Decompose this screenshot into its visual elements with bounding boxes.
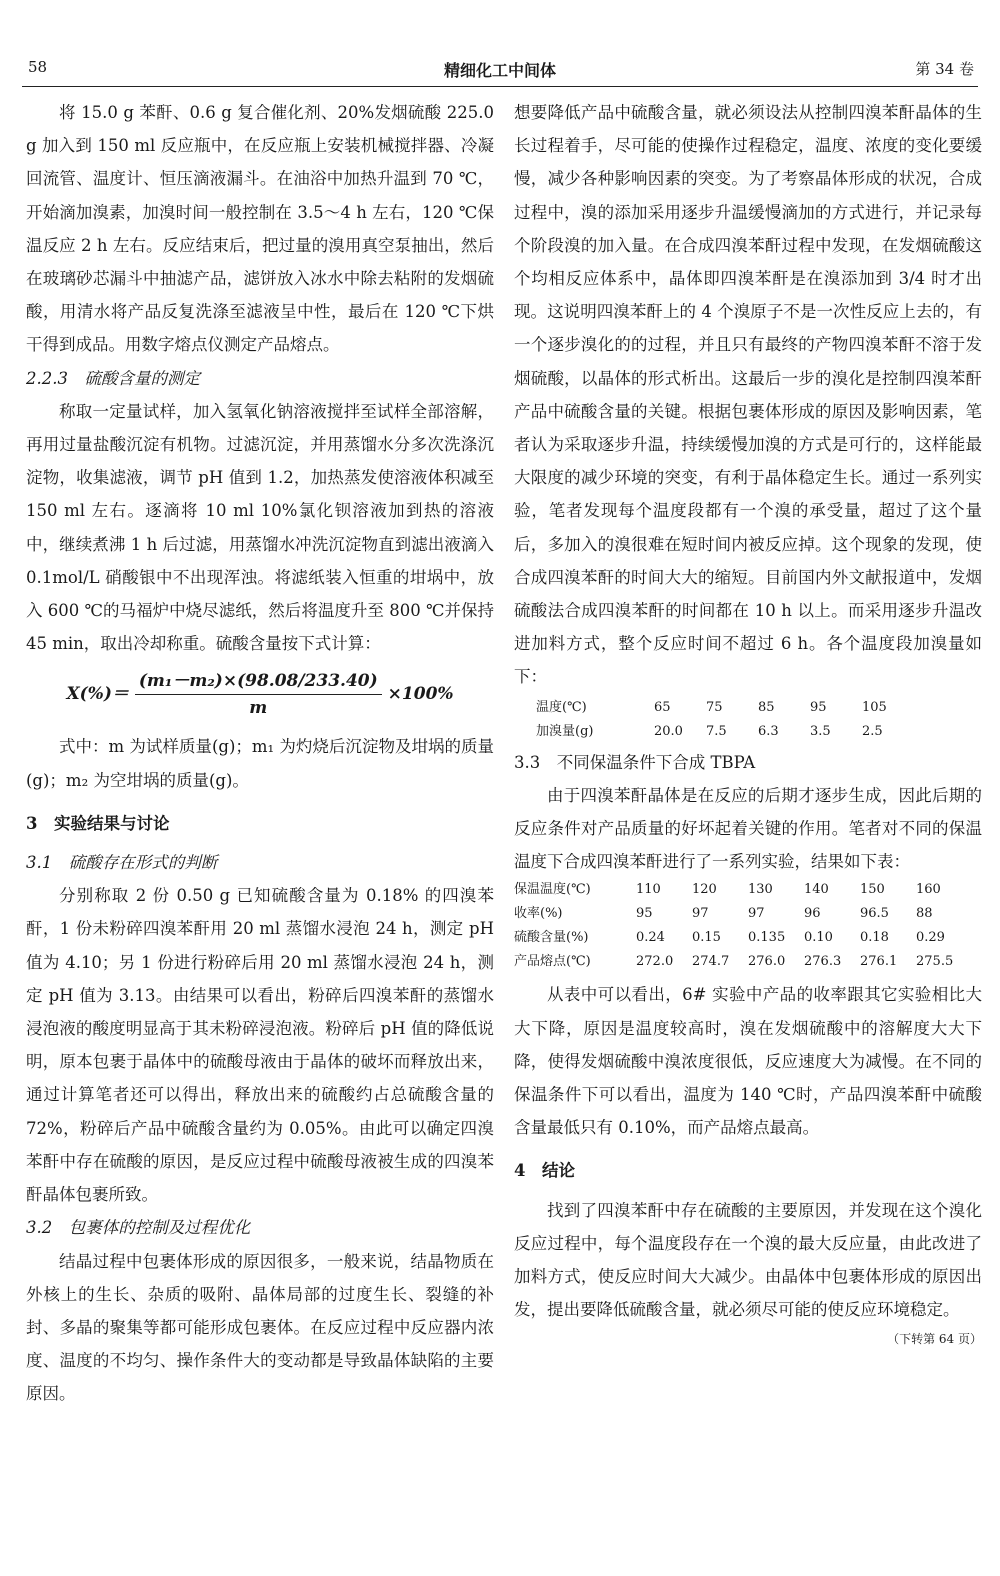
paragraph: 分别称取 2 份 0.50 g 已知硫酸含量为 0.18% 的四溴苯酐，1 份未粉碎四溴苯酐用 20 ml 蒸馏水浸泡 24 h，测定 pH 值为 4.10；另 1 份进行粉碎后用 20 ml 蒸馏水浸泡 24 h，测定 pH 值为 3.13。由结果可以看出，粉碎后四溴苯酐的蒸馏水浸泡液的酸度明显高于其未粉碎浸泡液。粉碎后 pH 值的降低说明，原本包裹于晶体中的硫酸母液由于晶体的破坏而释放出来，通过计算笔者还可以得出，释放出来的硫酸约占总硫酸含量的 72%，粉碎后产品中硫酸含量约为 0.05%。由此可以确定四溴苯酐中存在硫酸的原因，是反应过程中硫酸母液被生成的四溴苯酐晶体包裹所致。 [26, 886, 494, 1205]
row-label: 保温温度(℃) [514, 882, 591, 898]
table-cell: 274.7 [692, 954, 730, 970]
table-cell: 2.5 [862, 723, 883, 739]
table-cell: 276.0 [748, 954, 786, 970]
paragraph: 找到了四溴苯酐中存在硫酸的主要原因，并发现在这个溴化反应过程中，每个温度段存在一个溴的最大反应量，由此改进了加料方式，使反应时间大大减少。由晶体中包裹体形成的原因出发，提出要降低硫酸含量，就必须尽可能的使反应环境稳定。 [514, 1200, 982, 1320]
table-cell: 0.24 [636, 930, 665, 946]
table-cell: 95 [636, 906, 653, 922]
table-cell: 272.0 [636, 954, 674, 970]
sulfuric-acid-formula [26, 662, 494, 726]
table-cell: 276.1 [860, 954, 898, 970]
table-row [514, 902, 972, 926]
table-cell: 140 [804, 882, 829, 898]
table-row [514, 926, 972, 950]
table-cell: 276.3 [804, 954, 842, 970]
table-cell: 96.5 [860, 906, 889, 922]
section-heading-3-2: 3.2 包裹体的控制及过程优化 [26, 1218, 251, 1238]
row-label: 硫酸含量(%) [514, 930, 589, 946]
formula-rhs: ×100% [387, 683, 454, 704]
section-heading-2-2-3: 2.2.3 硫酸含量的测定 [26, 368, 200, 388]
table-cell: 130 [748, 882, 773, 898]
section-heading-3-3: 3.3 不同保温条件下合成 TBPA [514, 752, 756, 772]
table-cell: 7.5 [706, 723, 727, 739]
section-heading-3: 3 实验结果与讨论 [26, 813, 170, 833]
formula-lhs: X(%)＝ [66, 683, 129, 704]
page-number: 58 [28, 58, 48, 76]
table-cell: 110 [636, 882, 661, 898]
table-cell: 96 [804, 906, 821, 922]
row-label: 加溴量(g) [536, 723, 594, 739]
header-rule [22, 86, 978, 87]
paragraph: 式中：m 为试样质量(g)；m₁ 为灼烧后沉淀物及坩埚的质量(g)；m₂ 为空坩埚的质量(g)。 [26, 737, 494, 790]
page-header [24, 58, 976, 82]
table-cell: 97 [692, 906, 709, 922]
row-label: 收率(%) [514, 906, 563, 922]
holding-temperature-table [514, 878, 972, 974]
bromine-addition-table [536, 696, 914, 744]
paragraph: 将 15.0 g 苯酐、0.6 g 复合催化剂、20%发烟硫酸 225.0 g 加入到 150 ml 反应瓶中，在反应瓶上安装机械搅拌器、冷凝回流管、温度计、恒压滴液漏斗。在油浴中加热升温到 70 ℃，开始滴加溴素，加溴时间一般控制在 3.5～4 h 左右，120 ℃保温反应 2 h 左右。反应结束后，把过量的溴用真空泵抽出，然后在玻璃砂芯漏斗中抽滤产品，滤饼放入冰水中除去粘附的发烟硫酸，用清水将产品反复洗涤至滤液呈中性，最后在 120 ℃下烘干得到成品。用数字熔点仪测定产品熔点。 [26, 103, 494, 355]
table-row [514, 878, 972, 902]
table-cell: 105 [862, 699, 887, 715]
table-cell: 20.0 [654, 723, 683, 739]
row-label: 产品熔点(℃) [514, 954, 591, 970]
table-cell: 85 [758, 699, 775, 715]
table-cell: 3.5 [810, 723, 831, 739]
section-heading-4: 4 结论 [514, 1161, 575, 1181]
paragraph: 想要降低产品中硫酸含量，就必须设法从控制四溴苯酐晶体的生长过程着手，尽可能的使操作过程稳定，温度、浓度的变化要缓慢，减少各种影响因素的突变。为了考察晶体形成的状况，合成过程中，溴的添加采用逐步升温缓慢滴加的方式进行，并记录每个阶段溴的加入量。在合成四溴苯酐过程中发现，在发烟硫酸这个均相反应体系中，晶体即四溴苯酐是在溴添加到 3/4 时才出现。这说明四溴苯酐上的 4 个溴原子不是一次性反应上去的，有一个逐步溴化的的过程，并且只有最终的产物四溴苯酐不溶于发烟硫酸，以晶体的形式析出。这最后一步的溴化是控制四溴苯酐产品中硫酸含量的关键。根据包裹体形成的原因及影响因素，笔者认为采取逐步升温，持续缓慢加溴的方式是可行的，这样能最大限度的减少环境的突变，有利于晶体稳定生长。通过一系列实验，笔者发现每个温度段都有一个溴的承受量，超过了这个量后，多加入的溴很难在短时间内被反应掉。这个现象的发现，使合成四溴苯酐的时间大大的缩短。目前国内外文献报道中，发烟硫酸法合成四溴苯酐的时间都在 10 h 以上。而采用逐步升温改进加料方式，整个反应时间不超过 6 h。各个温度段加溴量如下： [514, 103, 982, 687]
table-cell: 75 [706, 699, 723, 715]
table-cell: 6.3 [758, 723, 779, 739]
table-row [536, 696, 914, 720]
table-cell: 97 [748, 906, 765, 922]
table-cell: 88 [916, 906, 933, 922]
section-heading-3-1: 3.1 硫酸存在形式的判断 [26, 853, 218, 873]
volume-label: 第 34 卷 [915, 60, 974, 78]
paragraph: 从表中可以看出，6# 实验中产品的收率跟其它实验相比大大下降，原因是温度较高时，溴在发烟硫酸中的溶解度大大下降，使得发烟硫酸中溴浓度很低，反应速度大为减慢。在不同的保温条件下可以看出，温度为 140 ℃时，产品四溴苯酐中硫酸含量最低只有 0.10%，而产品熔点最高。 [514, 985, 982, 1138]
right-column [514, 96, 982, 1349]
table-cell: 160 [916, 882, 941, 898]
table-row [514, 950, 972, 974]
journal-title: 精细化工中间体 [443, 61, 556, 80]
paragraph: 由于四溴苯酐晶体是在反应的后期才逐步生成，因此后期的反应条件对产品质量的好坏起着关键的作用。笔者对不同的保温温度下合成四溴苯酐进行了一系列实验，结果如下表： [514, 785, 982, 872]
table-cell: 0.15 [692, 930, 721, 946]
table-cell: 150 [860, 882, 885, 898]
paragraph: 称取一定量试样，加入氢氧化钠溶液搅拌至试样全部溶解，再用过量盐酸沉淀有机物。过滤沉淀，并用蒸馏水分多次洗涤沉淀物，收集滤液，调节 pH 值到 1.2，加热蒸发使溶液体积减至 150 ml 左右。逐滴将 10 ml 10%氯化钡溶液加到热的溶液中，继续煮沸 1 h 后过滤，用蒸馏水冲洗沉淀物直到滤出液滴入 0.1mol/L 硝酸银中不出现浑浊。将滤纸装入恒重的坩埚中，放入 600 ℃的马福炉中烧尽滤纸，然后将温度升至 800 ℃并保持 45 min，取出冷却称重。硫酸含量按下式计算： [26, 401, 494, 654]
continued-note: （下转第 64 页） [887, 1331, 982, 1346]
formula-fraction [135, 668, 382, 721]
formula-numerator: (m₁－m₂)×(98.08/233.40) [135, 668, 382, 695]
table-cell: 95 [810, 699, 827, 715]
table-cell: 0.10 [804, 930, 833, 946]
table-cell: 120 [692, 882, 717, 898]
table-cell: 65 [654, 699, 671, 715]
table-row [536, 720, 914, 744]
left-column [26, 96, 494, 1411]
formula-denominator: m [249, 697, 268, 718]
table-cell: 0.135 [748, 930, 786, 946]
table-cell: 0.29 [916, 930, 945, 946]
table-cell: 0.18 [860, 930, 889, 946]
row-label: 温度(℃) [536, 699, 587, 715]
paragraph: 结晶过程中包裹体形成的原因很多，一般来说，结晶物质在外核上的生长、杂质的吸附、晶体局部的过度生长、裂缝的补封、多晶的聚集等都可能形成包裹体。在反应过程中反应器内浓度、温度的不均匀、操作条件大的变动都是导致晶体缺陷的主要原因。 [26, 1251, 494, 1404]
table-cell: 275.5 [916, 954, 954, 970]
